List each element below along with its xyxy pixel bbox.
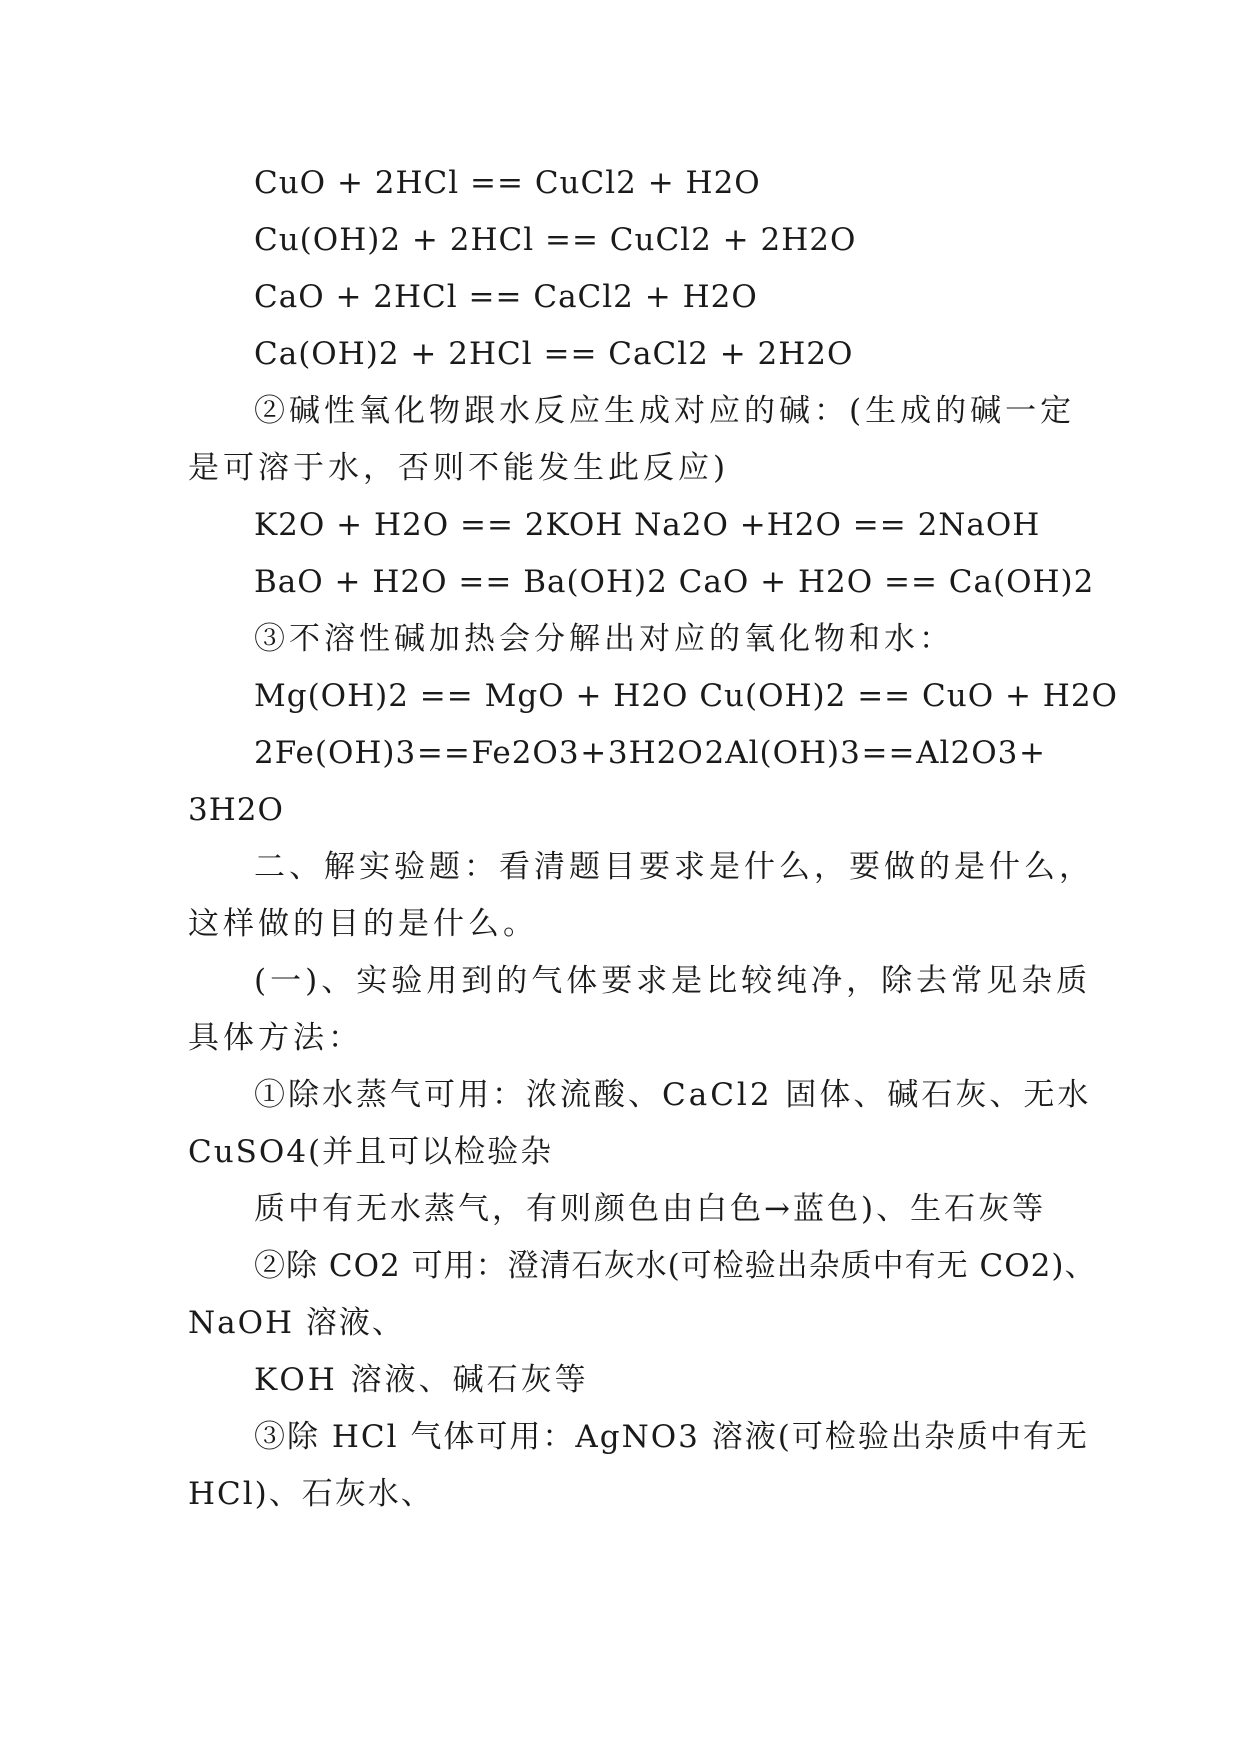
- equation-line: 3H2O: [188, 792, 284, 828]
- text-line: CuSO4(并且可以检验杂: [188, 1134, 554, 1170]
- section-heading: 二、解实验题：看清题目要求是什么，要做的是什么，: [254, 849, 1094, 885]
- equation-term: +: [1019, 735, 1046, 771]
- text-line: HCl)、石灰水、: [188, 1476, 434, 1512]
- equation-term: Fe2O3: [471, 735, 580, 771]
- justified-equation-line: [254, 733, 1046, 773]
- subsection-heading: (一)、实验用到的气体要求是比较纯净，除去常见杂质: [254, 963, 1092, 999]
- text-line: ③不溶性碱加热会分解出对应的氧化物和水：: [254, 621, 954, 657]
- text-line: ①除水蒸气可用：浓流酸、CaCl2 固体、碱石灰、无水: [254, 1077, 1092, 1113]
- equation-line: K2O + H2O == 2KOH Na2O +H2O == 2NaOH: [254, 507, 1041, 543]
- equation-term: 2Fe(OH)3: [254, 735, 417, 771]
- text-line: ②除 CO2 可用：澄清石灰水(可检验出杂质中有无 CO2)、: [254, 1248, 1097, 1284]
- equation-line: Cu(OH)2 + 2HCl == CuCl2 + 2H2O: [254, 222, 857, 258]
- equation-line: CuO + 2HCl == CuCl2 + H2O: [254, 165, 761, 201]
- text-line: 质中有无水蒸气，有则颜色由白色→蓝色)、生石灰等: [254, 1191, 1047, 1227]
- equation-term: +: [580, 735, 608, 771]
- text-line: 这样做的目的是什么。: [188, 906, 538, 942]
- text-line: 是可溶于水，否则不能发生此反应): [188, 450, 730, 486]
- text-line: KOH 溶液、碱石灰等: [254, 1362, 589, 1398]
- equation-line: Ca(OH)2 + 2HCl == CaCl2 + 2H2O: [254, 336, 854, 372]
- equation-term: Al2O3: [916, 735, 1019, 771]
- equation-line: Mg(OH)2 == MgO + H2O Cu(OH)2 == CuO + H2O: [254, 678, 1118, 714]
- equation-term: 2Al(OH)3: [704, 735, 861, 771]
- equation-line: CaO + 2HCl == CaCl2 + H2O: [254, 279, 758, 315]
- equation-term: ==: [416, 735, 471, 771]
- equation-line: BaO + H2O == Ba(OH)2 CaO + H2O == Ca(OH)2: [254, 564, 1095, 600]
- text-line: ③除 HCl 气体可用：AgNO3 溶液(可检验出杂质中有无: [254, 1419, 1089, 1455]
- equation-term: 3H2O: [607, 735, 704, 771]
- equation-term: ==: [861, 735, 916, 771]
- text-line: 具体方法：: [188, 1020, 363, 1056]
- text-line: ②碱性氧化物跟水反应生成对应的碱：(生成的碱一定: [254, 393, 1076, 429]
- text-line: NaOH 溶液、: [188, 1305, 405, 1341]
